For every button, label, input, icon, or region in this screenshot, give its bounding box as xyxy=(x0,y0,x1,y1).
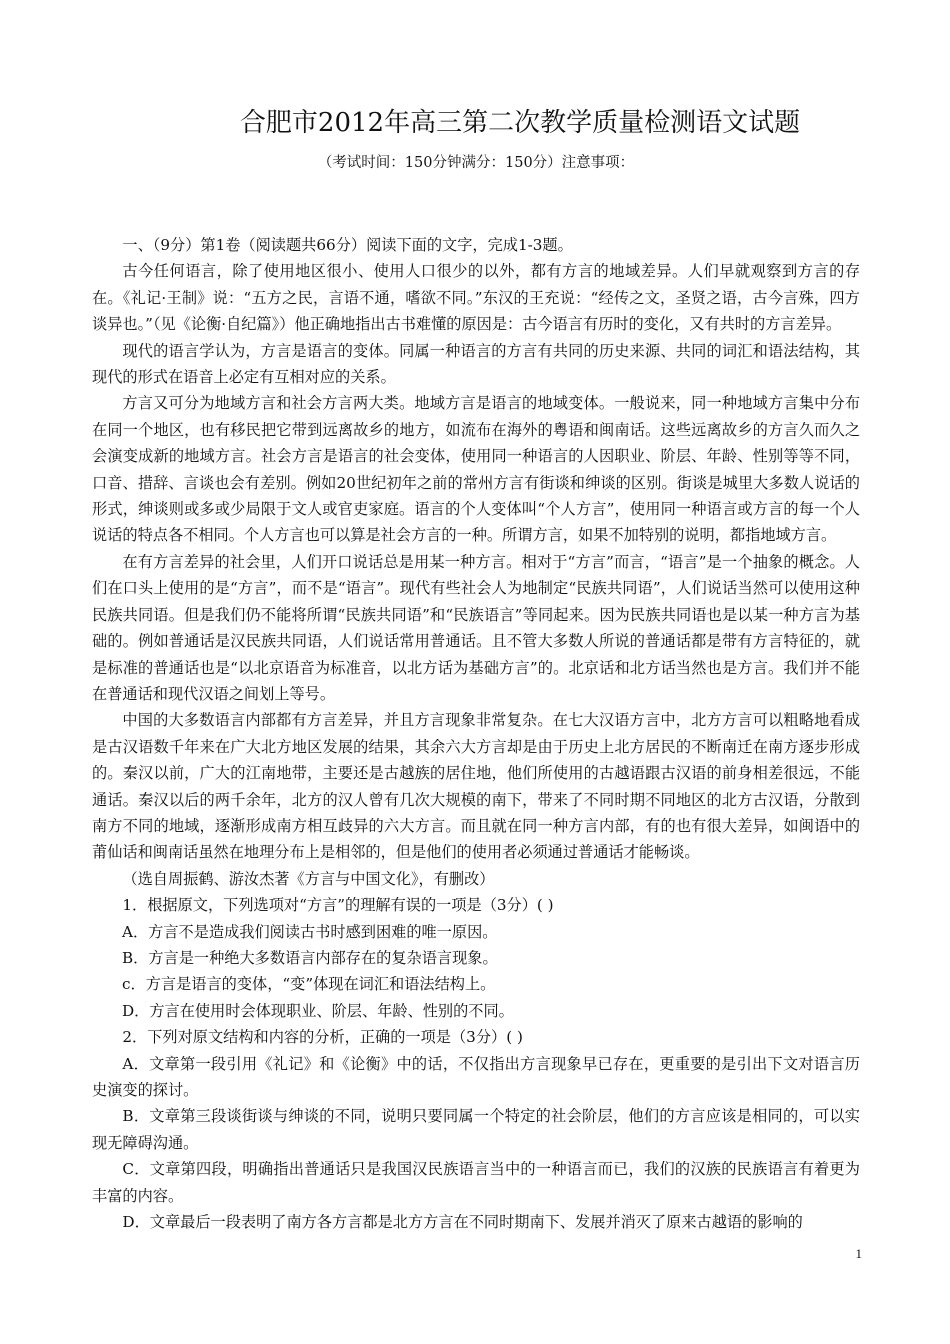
exam-subtitle: （考试时间：150分钟满分：150分）注意事项： xyxy=(317,155,635,171)
question-2-stem: 2．下列对原文结构和内容的分析，正确的一项是（3分）( ) xyxy=(122,1028,523,1047)
source-citation: （选自周振鹤、游汝杰著《方言与中国文化》，有删改） xyxy=(122,869,495,888)
section-heading: 一、（9分）第1卷（阅读题共66分）阅读下面的文字，完成1-3题。 xyxy=(122,236,573,254)
document-body xyxy=(92,232,860,1235)
page-title: 合肥市2012年高三第二次教学质量检测语文试题 xyxy=(239,108,801,138)
passage-paragraph-2: 现代的语言学认为，方言是语言的变体。同属一种语言的方言有共同的历史来源、共同的词汇和语法结构，其现代的形式在语音上必定有互相对应的关系。 xyxy=(92,341,860,387)
passage-paragraph-1: 古今任何语言，除了使用地区很小、使用人口很少的以外，都有方言的地域差异。人们早就观察到方言的存在。《礼记·王制》说：“五方之民，言语不通，嗜欲不同。”东汉的王充说：“经传之文，圣贤之语，古今言殊，四方谈异也。”（见《论衡·自纪篇》）他正确地指出古书难懂的原因是：古今语言有历时的变化，又有共时的方言差异。 xyxy=(92,262,860,334)
question-1-option-d: D．方言在使用时会体现职业、阶层、年龄、性别的不同。 xyxy=(122,1001,514,1020)
question-1-option-c: c．方言是语言的变体，“变”体现在词汇和语法结构上。 xyxy=(122,975,496,994)
question-2-option-c: C．文章第四段，明确指出普通话只是我国汉民族语言当中的一种语言而已，我们的汉族的民族语言有着更为丰富的内容。 xyxy=(92,1160,860,1205)
question-2-option-d: D．文章最后一段表明了南方各方言都是北方方言在不同时期南下、发展并消灭了原来古越语的影响的 xyxy=(122,1213,803,1232)
passage-paragraph-4: 在有方言差异的社会里，人们开口说话总是用某一种方言。相对于“方言”而言，“语言”是一个抽象的概念。人们在口头上使用的是“方言”，而不是“语言”。现代有些社会人为地制定“民族共同语”，人们说话当然可以使用这种民族共同语。但是我们仍不能将所谓“民族共同语”和“民族语言”等同起来。因为民族共同语也是以某一种方言为基础的。例如普通话是汉民族共同语，人们说话常用普通话。且不管大多数人所说的普通话都是带有方言特征的，就是标准的普通话也是“以北京语音为标准音，以北方话为基础方言”的。北京话和北方话当然也是方言。我们并不能在普通话和现代汉语之间划上等号。 xyxy=(92,552,860,703)
passage-paragraph-5: 中国的大多数语言内部都有方言差异，并且方言现象非常复杂。在七大汉语方言中，北方方言可以粗略地看成是古汉语数千年来在广大北方地区发展的结果，其余六大方言却是由于历史上北方居民的不断南迁在南方逐步形成的。秦汉以前，广大的江南地带，主要还是古越族的居住地，他们所使用的古越语跟古汉语的前身相差很远，不能通话。秦汉以后的两千余年，北方的汉人曾有几次大规模的南下，带来了不同时期不同地区的北方古汉语，分散到南方不同的地域，逐渐形成南方相互歧异的六大方言。而且就在同一种方言内部，有的也有很大差异，如闽语中的莆仙话和闽南话虽然在地理分布上是相邻的，但是他们的使用者必须通过普通话才能畅谈。 xyxy=(92,711,860,862)
question-1-option-b: B．方言是一种绝大多数语言内部存在的复杂语言现象。 xyxy=(122,948,498,967)
question-1-option-a: A．方言不是造成我们阅读古书时感到困难的唯一原因。 xyxy=(122,922,498,941)
question-2-option-b: B．文章第三段谈街谈与绅谈的不同，说明只要同属一个特定的社会阶层，他们的方言应该是相同的，可以实现无障碍沟通。 xyxy=(92,1107,860,1152)
question-1-stem: 1．根据原文，下列选项对“方言”的理解有误的一项是（3分）( ) xyxy=(122,896,554,915)
question-2-option-a: A．文章第一段引用《礼记》和《论衡》中的话，不仅指出方言现象早已存在，更重要的是引出下文对语言历史演变的探讨。 xyxy=(92,1054,860,1099)
page-number: 1 xyxy=(855,1246,862,1261)
passage-paragraph-3: 方言又可分为地域方言和社会方言两大类。地域方言是语言的地域变体。一般说来，同一种地域方言集中分布在同一个地区，也有移民把它带到远离故乡的地方，如流布在海外的粤语和闽南话。这些远离故乡的方言久而久之会演变成新的地域方言。社会方言是语言的社会变体，使用同一种语言的人因职业、阶层、年龄、性别等等不同，口音、措辞、言谈也会有差别。例如20世纪初年之前的常州方言有街谈和绅谈的区别。街谈是城里大多数人说话的形式，绅谈则或多或少局限于文人或官吏家庭。语言的个人变体叫“个人方言”，使用同一种语言或方言的每一个人说话的特点各不相同。个人方言也可以算是社会方言的一种。所谓方言，如果不加特别的说明，都指地域方言。 xyxy=(92,394,860,545)
